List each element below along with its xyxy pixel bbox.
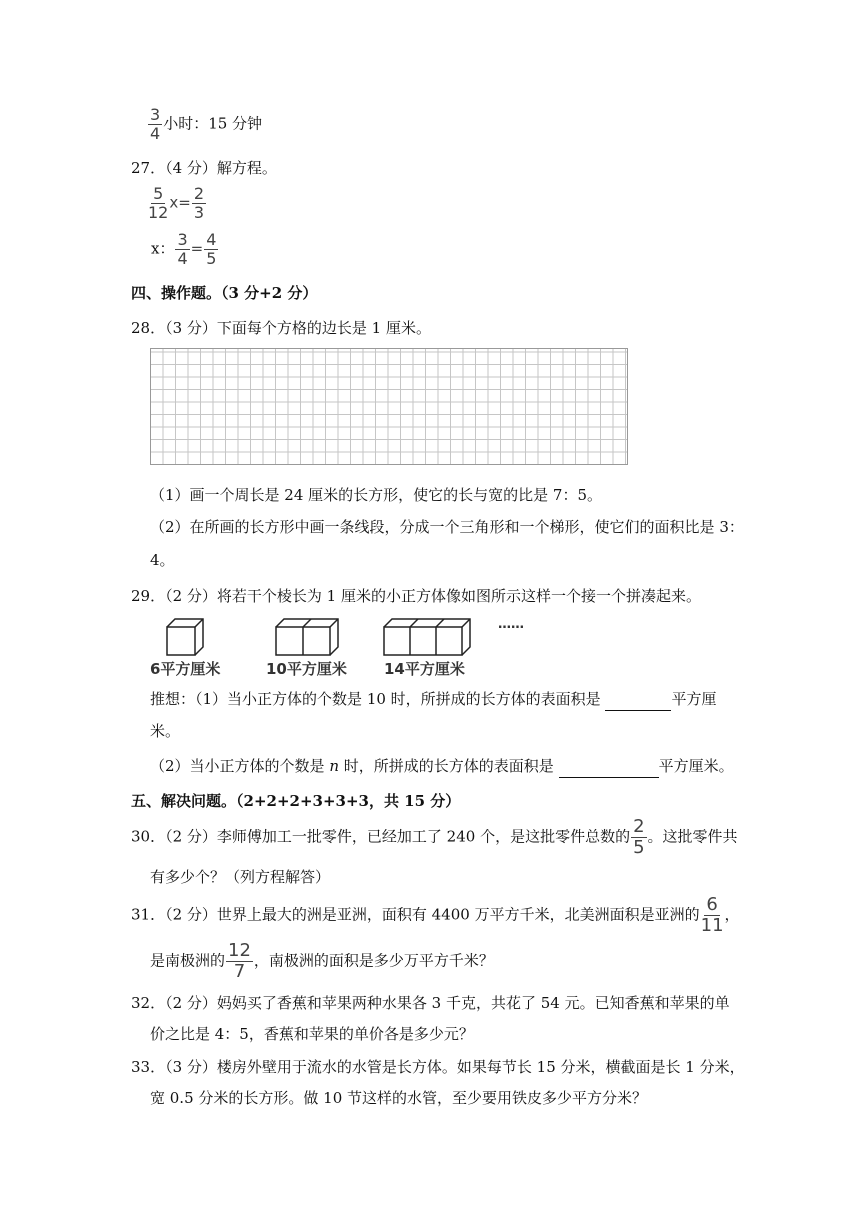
q30-line1 [131,818,738,857]
q27-equation-2 [151,232,219,267]
q32-line1: 32．（2 分）妈妈买了香蕉和苹果两种水果各 3 千克，共花了 54 元。已知香蕉和苹果的单 [131,994,730,1012]
q31-line1 [131,896,740,935]
q28-part2-line1: （2）在所画的长方形中画一条线段，分成一个三角形和一个梯形，使它们的面积比是 3： [150,518,744,536]
section-4-title: 四、操作题。（3 分+2 分） [131,284,318,302]
fraction: $\frac{2}{5}$ [633,816,645,858]
text: 30．（2 分）李师傅加工一批零件，已经加工了 240 个，是这批零件总数的 [131,827,631,846]
fraction: $\frac{3}{4}$ [177,230,188,268]
q28-part2-line2: 4。 [150,551,175,569]
q33-line1: 33．（3 分）楼房外壁用于流水的水管是长方体。如果每节长 15 分米，横截面是长 1 分米， [131,1058,745,1076]
answer-blank[interactable] [559,759,659,778]
text: 平方厘 [671,690,717,708]
q27-header: 27．（4 分）解方程。 [131,159,277,177]
var-n: n [329,757,339,775]
text: 是南极洲的 [150,951,226,970]
text: ，南极洲的面积是多少万平方千米？ [253,951,494,970]
q32-line2: 价之比是 4：5，香蕉和苹果的单价各是多少元？ [150,1025,474,1043]
q31-line2 [150,942,494,981]
text: x： [151,239,175,258]
text: （2）当小正方体的个数是 [150,757,325,775]
square-grid [150,348,628,465]
text: 31．（2 分）世界上最大的洲是亚洲，面积有 4400 万平方千米，北美洲面积是亚洲的 [131,905,700,924]
text: 时，所拼成的长方体的表面积是 [343,757,554,775]
text: = [190,239,204,258]
fraction: $\frac{5}{12}$ [148,184,169,222]
q29-header: 29．（2 分）将若干个棱长为 1 厘米的小正方体像如图所示这样一个接一个拼凑起来。 [131,587,701,605]
fraction: $\frac{3}{4}$ [150,105,161,143]
fraction: $\frac{12}{7}$ [228,940,251,982]
text: 。这批零件共 [647,827,738,846]
q29-guess1 [150,688,716,711]
ellipsis: …… [498,617,524,632]
answer-blank[interactable] [605,692,671,711]
q28-part1: （1）画一个周长是 24 厘米的长方形，使它的长与宽的比是 7：5。 [150,486,603,504]
text: 小时：15 分钟 [163,114,263,133]
text: ， [724,905,740,924]
q29-guess2 [150,755,734,778]
q28-header: 28．（3 分）下面每个方格的边长是 1 厘米。 [131,319,431,337]
q30-line2: 有多少个？（列方程解答） [150,868,331,886]
q29-guess1-cont: 米。 [150,722,181,740]
section-5-title: 五、解决问题。（2+2+2+3+3+3，共 15 分） [131,792,461,810]
cube-caption-1: 6平方厘米 [150,660,221,678]
cube-caption-2: 10平方厘米 [266,660,347,678]
q27-equation-1 [147,186,207,221]
fraction: $\frac{4}{5}$ [206,230,217,268]
fraction: $\frac{2}{3}$ [193,184,204,222]
q33-line2: 宽 0.5 分米的长方形。做 10 节这样的水管，至少要用铁皮多少平方分米？ [150,1089,648,1107]
fraction: $\frac{6}{11}$ [700,894,724,936]
text: 平方厘米。 [658,757,734,775]
q26-answer-line [147,107,262,142]
text: x= [169,193,191,212]
text: 推想：（1）当小正方体的个数是 10 时，所拼成的长方体的表面积是 [150,690,601,708]
cube-caption-3: 14平方厘米 [384,660,465,678]
